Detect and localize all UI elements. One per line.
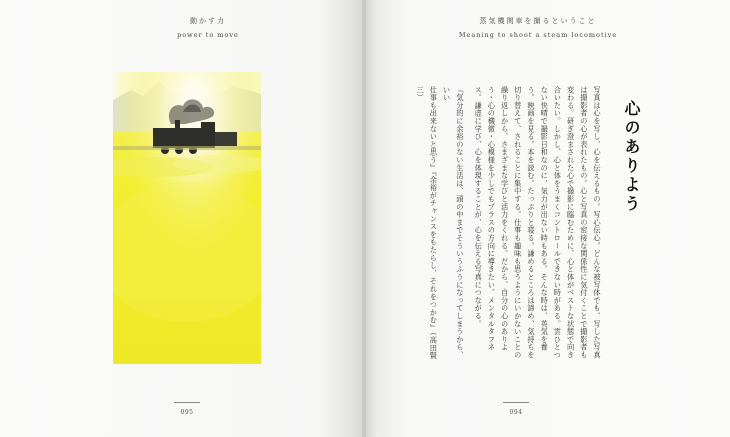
right-running-head xyxy=(438,18,638,39)
body-paragraph: 写真は心を写し、心を伝えるもの。写心伝心。どんな被写体でも、写した写真は撮影者の心が表れたもの。心と写真の密接な関係性に気付くことで撮影者も変わる。研ぎ澄まされた心で撮影に臨むために、心と体がベストな状態で向き合いたい。しかし、心と体をうまくコントロールできない時がある。雲ひとつない快晴で撮影日和なのに、気力が出ない時もある。そんな時は、英気を養う。映画を見る。本を読む。たっぷりと寝る。謙めるところは諦め、気持ちを切り替えて、されることに集中する。仕事も趣味も思うようにいかないことの繰り返しから、さまざまな学びと活力をくれる。だから、自分の心のありよう・心の機微・心模様を少しでもプラスの方向に導きたい。メンタルタフネス。謙虚に学び、心を体現することが、心を伝える写真につながる。 xyxy=(474,86,602,359)
left-running-head xyxy=(108,18,308,39)
quote-line: 『気分的に余裕のない生活は、頭の中までそういうふうになってしまうから、いい xyxy=(442,86,465,359)
quote-line: 仕事も出来ないと思う』『余裕がチャンスをもたらし、それをつかむ』（高田賢三） xyxy=(416,86,439,360)
right-folio-rule xyxy=(503,402,529,403)
body-text xyxy=(472,86,604,366)
left-running-head-jp: 動かす力 xyxy=(190,17,226,25)
quote-block xyxy=(414,86,467,366)
left-running-head-en: power to move xyxy=(177,30,239,39)
steam-locomotive-photo xyxy=(113,72,261,364)
right-running-head-jp: 蒸気機関車を撮るということ xyxy=(479,17,597,25)
right-page-number: 094 xyxy=(509,409,523,416)
left-folio-rule xyxy=(174,402,200,403)
right-running-head-en: Meaning to shoot a steam locomotive xyxy=(458,30,618,39)
photo-illustration xyxy=(113,72,261,364)
chapter-title: 心のありよう xyxy=(622,100,641,214)
left-page-number: 095 xyxy=(180,409,194,416)
